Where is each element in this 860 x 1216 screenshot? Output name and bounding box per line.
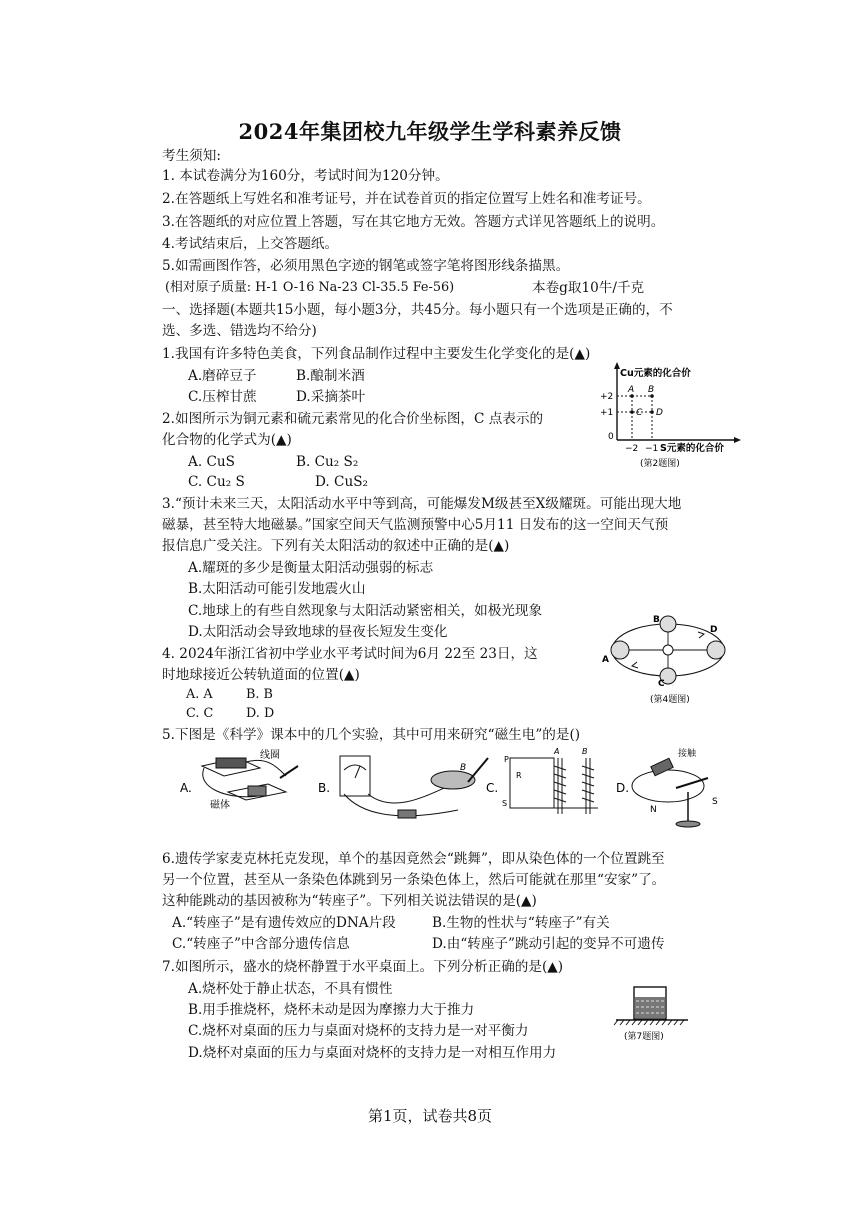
q5-contact-label: 接触 [678,749,697,759]
q6-option-c: C.“转座子”中含部分遗传信息 [172,936,350,952]
earth-icon [660,616,676,632]
q3-stem-line1: 3.“预计未来三天，太阳活动水平中等到高，可能爆发M级甚至X级耀斑。可能出现大地 [162,496,682,512]
q1-option-a: A.磨碎豆子 [188,368,257,384]
notice-item-5: 5.如需画图作答，必须用黑色字迹的钢笔或签字笔将图形线条描黑。 [162,258,570,274]
sun-icon [663,645,673,655]
q2-stem-line1: 2.如图所示为铜元素和硫元素常见的化合价坐标图，C 点表示的 [162,411,544,427]
q7-option-b: B.用手推烧杯，烧杯未动是因为摩擦力大于推力 [188,1002,475,1018]
q1-option-b: B.酿制米酒 [296,368,365,384]
q4-stem-line1: 4. 2024年浙江省初中学业水平考试时间为6月 22至 23日，这 [162,646,538,662]
section-heading-line1: 一、选择题(本题共15小题，每小题3分，共45分。每小题只有一个选项是正确的，不 [162,302,673,318]
q4-label-b: B [653,615,660,625]
q3-option-a: A.耀斑的多少是衡量太阳活动强弱的标志 [188,560,434,576]
q5-panel-a-label: A. [180,781,192,795]
section-heading-line2: 选、多选、错选均不给分) [162,323,317,339]
q4-option-d: D. D [246,706,275,721]
q2-xtick-minus2: −2 [625,444,639,454]
q5-label-s: S [502,799,508,808]
q2-ylabel: Cu元素的化合价 [620,368,691,379]
q2-xlabel: S元素的化合价 [660,443,724,454]
q4-caption: (第4题图) [650,695,690,705]
q7-option-c: C.烧杯对桌面的压力与桌面对烧杯的支持力是一对平衡力 [188,1023,529,1039]
q1-option-d: D.采摘茶叶 [296,389,366,405]
q5-magnet-label: 磁体 [210,800,230,811]
q5-label-r: R [516,771,522,780]
q2-ytick-plus2: +2 [600,392,614,402]
page-footer: 第1页，试卷共8页 [367,1107,493,1125]
q2-option-c: C. Cu₂ S [188,474,245,490]
q1-option-c: C.压榨甘蔗 [188,389,257,405]
q5-panel-b-label: B. [318,781,331,795]
earth-icon [707,641,725,659]
page-title: 2024年集团校九年级学生学科素养反馈 [238,119,622,144]
q2-option-d: D. CuS₂ [315,474,368,490]
q5-label-a: A [554,748,560,756]
q4-stem-line2: 时地球接近公转轨道面的位置(▲) [162,667,360,683]
q4-option-b: B. B [246,687,273,702]
q6-stem-line2: 另一个位置，甚至从一条染色体跳到另一条染色体上，然后可能就在那里“安家”了。 [162,872,666,888]
notice-item-1: 1. 本试卷满分为160分，考试时间为120分钟。 [162,168,449,184]
q2-stem-line2: 化合物的化学式为(▲) [162,432,292,448]
q6-stem-line1: 6.遗传学家麦克林托克发现，单个的基因竟然会“跳舞”，即从染色体的一个位置跳至 [162,851,665,867]
q2-ytick-zero: 0 [608,432,614,442]
q4-label-c: C [658,679,665,689]
q4-figure-orbit [598,610,746,706]
q2-point-c: C [636,408,643,418]
q2-figure-valence-chart [592,360,742,472]
q7-caption: (第7题图) [624,1032,664,1042]
q6-option-a: A.“转座子”是有遗传效应的DNA片段 [172,915,396,931]
q7-figure-beaker [612,975,692,1045]
q3-stem-line2: 磁暴，甚至特大地磁暴。”国家空间天气监测预警中心5月11 日发布的这一空间天气预 [162,517,669,533]
q2-ytick-plus1: +1 [600,408,614,418]
q7-option-a: A.烧杯处于静止状态，不具有惯性 [188,981,393,997]
q5-compass-s: S [712,797,718,807]
q7-option-d: D.烧杯对桌面的压力与桌面对烧杯的支持力是一对相互作用力 [188,1045,557,1061]
galvanometer-icon [340,756,370,796]
g-value: 本卷g取10牛/千克 [532,280,645,296]
q3-option-d: D.太阳活动会导致地球的昼夜长短发生变化 [188,624,448,640]
q5-stem: 5.下图是《科学》课本中的几个实验，其中可用来研究“磁生电”的是() [162,727,581,743]
q6-stem-line3: 这种能跳动的基因被称为“转座子”。下列相关说法错误的是(▲) [162,893,537,909]
earth-icon [611,641,629,659]
q4-label-d: D [710,625,718,635]
q2-point-a: A [628,385,635,395]
notice-item-2: 2.在答题纸上写姓名和准考证号，并在试卷首页的指定位置写上姓名和准考证号。 [162,191,651,207]
q7-stem: 7.如图所示，盛水的烧杯静置于水平桌面上。下列分析正确的是(▲) [162,959,564,975]
q5-label-b: B [582,748,588,756]
q4-label-a: A [602,655,609,665]
q4-option-c: C. C [186,706,214,721]
notice-item-4: 4.考试结束后，上交答题纸。 [162,236,339,252]
q6-option-d: D.由“转座子”跳动引起的变异不可遗传 [432,936,665,952]
q3-option-c: C.地球上的有些自然现象与太阳活动紧密相关，如极光现象 [188,603,543,619]
notice-heading: 考生须知: [162,148,221,164]
q5-panel-c-label: C. [486,781,499,795]
svg-text:B: B [460,763,467,773]
q5-figure-experiments [168,748,738,830]
q2-point-d: D [656,408,663,418]
q5-panel-d-label: D. [616,781,630,795]
q5-coil-label: 线圈 [260,750,280,761]
q2-caption: (第2题图) [640,459,680,469]
q2-option-a: A. CuS [188,454,235,470]
q6-option-b: B.生物的性状与“转座子”有关 [432,915,610,931]
q5-compass-n: N [650,805,657,815]
magnet-icon [248,786,266,796]
q3-option-b: B.太阳活动可能引发地震火山 [188,581,366,597]
q4-option-a: A. A [186,687,213,702]
notice-item-3: 3.在答题纸的对应位置上答题，写在其它地方无效。答题方式详见答题纸上的说明。 [162,214,665,230]
q1-stem: 1.我国有许多特色美食，下列食品制作过程中主要发生化学变化的是(▲) [162,346,591,362]
coil-icon [216,758,246,768]
q2-point-b: B [648,385,655,395]
atomic-masses: (相对原子质量: H-1 O-16 Na-23 Cl-35.5 Fe-56) [165,280,455,295]
q2-xtick-minus1: −1 [645,444,659,454]
q5-label-p: P [504,755,509,764]
q3-stem-line3: 报信息广受关注。下列有关太阳活动的叙述中正确的是(▲) [162,538,510,554]
q2-option-b: B. Cu₂ S₂ [296,454,359,470]
